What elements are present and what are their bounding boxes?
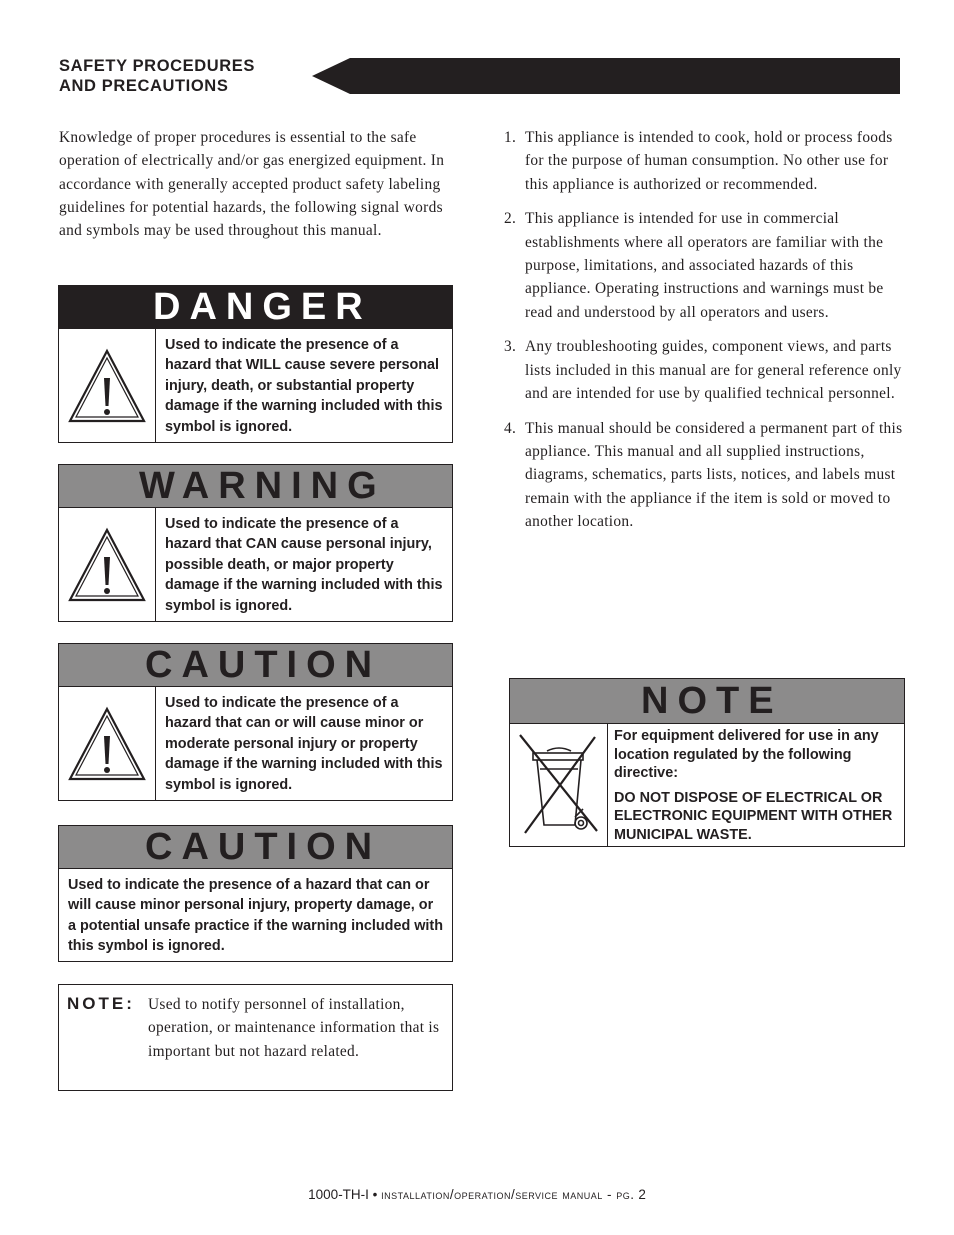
note-box [58, 984, 453, 1091]
list-item-text: This manual should be considered a permanent part of this appliance. This manual and all supplied instructions, diagrams, schematics, parts lists, notices, and labels must remain with the appliance if the item is sold or moved to another location. [525, 419, 903, 530]
weee-note-box [509, 678, 905, 847]
caution-heading: CAUTION [59, 644, 452, 687]
danger-box [58, 285, 453, 443]
section-title-line1: SAFETY PROCEDURES [59, 57, 256, 75]
list-item [504, 207, 904, 323]
warning-box [58, 464, 453, 622]
caution-no-symbol-text: Used to indicate the presence of a hazard that can or will cause minor personal injury, property damage, or a potential unsafe practice if the warning included with this symbol is ignored. [68, 877, 444, 955]
caution-no-symbol-box [58, 825, 453, 962]
list-item [504, 417, 904, 533]
intro-paragraph: Knowledge of proper procedures is essential to the safe operation of electrically and/or gas energized equipment. In accordance with generally accepted product safety labeling guidelines for potential hazards, the following signal words and symbols may be used throughout this manual. [59, 129, 445, 240]
footer-doc-title: installation/operation/service manual - pg. [381, 1187, 635, 1202]
weee-note-heading: NOTE [510, 679, 904, 724]
section-title-line2: AND PRECAUTIONS [59, 77, 229, 95]
header-arrow-bar [312, 58, 900, 94]
footer-model: 1000-TH-I • [308, 1187, 378, 1202]
caution-text: Used to indicate the presence of a hazard that can or will cause minor or moderate personal injury or property damage if the warning included with this symbol is ignored. [165, 695, 443, 793]
note-text: Used to notify personnel of installation, operation, or maintenance information that is important but not hazard related. [148, 996, 440, 1060]
list-item [504, 126, 904, 196]
list-item-number: 3. [504, 338, 517, 356]
danger-heading: DANGER [59, 286, 452, 329]
caution-box [58, 643, 453, 801]
page-footer [0, 1187, 954, 1202]
warning-heading: WARNING [59, 465, 452, 508]
weee-note-warning: DO NOT DISPOSE OF ELECTRICAL OR ELECTRONIC EQUIPMENT WITH OTHER MUNICIPAL WASTE. [614, 789, 893, 843]
danger-text: Used to indicate the presence of a hazard that WILL cause severe personal injury, death, or substantial property damage if the warning included with this symbol is ignored. [165, 337, 443, 435]
warning-triangle-icon [59, 508, 156, 621]
warning-text: Used to indicate the presence of a hazard that CAN cause personal injury, possible death, or major property damage if the warning included with this symbol is ignored. [165, 516, 443, 614]
warning-triangle-icon [59, 687, 156, 800]
caution-heading: CAUTION [59, 826, 452, 869]
list-item-text: Any troubleshooting guides, component views, and parts lists included in this manual are for general reference only and are intended for use by qualified technical personnel. [525, 338, 902, 402]
list-item [504, 335, 904, 405]
list-item-number: 1. [504, 129, 517, 146]
safety-list [504, 126, 904, 545]
note-label: NOTE: [67, 994, 135, 1013]
list-item-text: This appliance is intended for use in commercial establishments where all operators are familiar with the purpose, limitations, and associated hazards of this appliance. Operating instructions and warnings must be read and understood by all operators and users. [525, 210, 884, 321]
crossed-out-wheelie-bin-icon [510, 724, 608, 846]
section-title [59, 56, 255, 96]
weee-note-text: For equipment delivered for use in any location regulated by the following directive: [614, 728, 879, 782]
footer-page-number: 2 [638, 1187, 646, 1202]
list-item-number: 4. [504, 419, 517, 437]
warning-triangle-icon [59, 329, 156, 442]
list-item-number: 2. [504, 210, 517, 228]
list-item-text: This appliance is intended to cook, hold or process foods for the purpose of human consumption. No other use for this appliance is authorized or recommended. [525, 129, 893, 193]
